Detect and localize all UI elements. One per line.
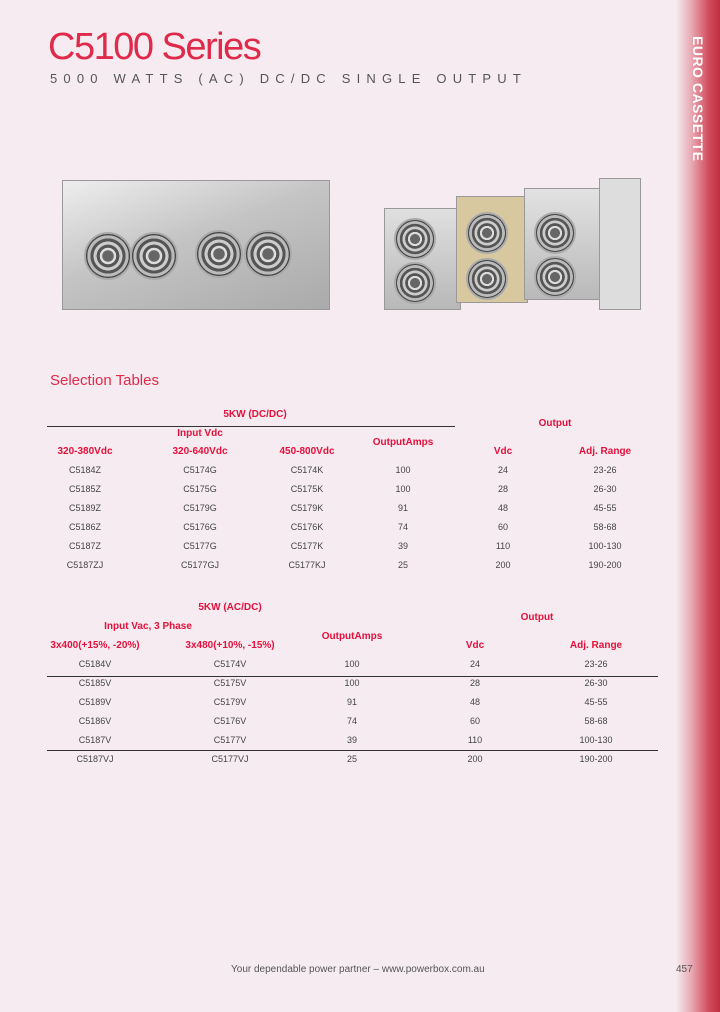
output-label: Output xyxy=(538,418,572,429)
table-cell: C5187V xyxy=(78,735,112,745)
table-cell: C5175G xyxy=(183,484,217,494)
table-cell: C5185V xyxy=(78,678,112,688)
table-cell: 24 xyxy=(469,659,481,669)
table-cell: C5187VJ xyxy=(76,754,114,764)
divider xyxy=(47,750,658,751)
table-cell: 60 xyxy=(497,522,509,532)
table-cell: 91 xyxy=(397,503,409,513)
page-title: C5100 Series xyxy=(48,26,261,68)
table-cell: 60 xyxy=(469,716,481,726)
table-cell: C5186V xyxy=(78,716,112,726)
table-cell: C5187Z xyxy=(68,541,102,551)
column-header: Adj. Range xyxy=(569,640,623,651)
side-label: EURO CASSETTE xyxy=(690,36,706,162)
table-cell: C5174V xyxy=(213,659,247,669)
column-header: 3x480(+10%, -15%) xyxy=(185,640,275,651)
column-header: Vdc xyxy=(465,640,485,651)
table-cell: 190-200 xyxy=(579,754,613,764)
table-cell: C5189Z xyxy=(68,503,102,513)
table-cell: 28 xyxy=(497,484,509,494)
table-cell: 100-130 xyxy=(579,735,613,745)
table-cell: C5175V xyxy=(213,678,247,688)
table-cell: C5187ZJ xyxy=(66,560,104,570)
footer-tagline: Your dependable power partner – www.powerbox.com.au xyxy=(231,964,485,975)
section-title: Selection Tables xyxy=(50,372,159,389)
input-label: Input Vac, 3 Phase xyxy=(104,621,192,632)
table-cell: 200 xyxy=(495,560,511,570)
table-cell: C5174G xyxy=(183,465,217,475)
table-cell: C5177KJ xyxy=(288,560,326,570)
table-cell: 110 xyxy=(495,541,511,551)
table-cell: 110 xyxy=(467,735,483,745)
table-cell: 48 xyxy=(469,697,481,707)
table-cell: 23-26 xyxy=(584,659,608,669)
table-title: 5KW (AC/DC) xyxy=(198,602,262,613)
table-cell: 190-200 xyxy=(588,560,622,570)
table-cell: C5186Z xyxy=(68,522,102,532)
column-header: 3x400(+15%, -20%) xyxy=(50,640,140,651)
output-label: Output xyxy=(520,612,554,623)
table-title: 5KW (DC/DC) xyxy=(223,409,287,420)
table-cell: C5179V xyxy=(213,697,247,707)
table-cell: 100-130 xyxy=(588,541,622,551)
column-header: OutputAmps xyxy=(372,437,434,448)
table-cell: C5177V xyxy=(213,735,247,745)
table-cell: 39 xyxy=(397,541,409,551)
table-cell: 200 xyxy=(467,754,483,764)
table-cell: C5176G xyxy=(183,522,217,532)
table-cell: 25 xyxy=(397,560,409,570)
table-cell: C5177VJ xyxy=(211,754,249,764)
column-header: Vdc xyxy=(493,446,513,457)
divider xyxy=(47,426,455,427)
table-cell: C5177G xyxy=(183,541,217,551)
table-cell: C5185Z xyxy=(68,484,102,494)
column-header: Adj. Range xyxy=(578,446,632,457)
table-cell: 23-26 xyxy=(593,465,617,475)
page-number: 457 xyxy=(676,964,693,975)
column-header: 320-640Vdc xyxy=(172,446,228,457)
table-cell: C5189V xyxy=(78,697,112,707)
table-cell: 100 xyxy=(344,659,360,669)
table-cell: 39 xyxy=(346,735,358,745)
table-cell: C5175K xyxy=(290,484,324,494)
table-cell: 25 xyxy=(346,754,358,764)
table-cell: 100 xyxy=(395,465,411,475)
input-label: Input Vdc xyxy=(177,428,223,439)
table-cell: C5176K xyxy=(290,522,324,532)
table-cell: C5177GJ xyxy=(180,560,220,570)
table-cell: 58-68 xyxy=(593,522,617,532)
divider xyxy=(47,676,658,677)
table-cell: 24 xyxy=(497,465,509,475)
table-cell: 48 xyxy=(497,503,509,513)
table-cell: 26-30 xyxy=(593,484,617,494)
product-photo-cassettes xyxy=(384,178,642,313)
table-cell: 58-68 xyxy=(584,716,608,726)
page-subtitle: 5000 WATTS (AC) DC/DC SINGLE OUTPUT xyxy=(50,71,528,86)
column-header: 450-800Vdc xyxy=(279,446,335,457)
table-cell: C5184V xyxy=(78,659,112,669)
table-cell: C5177K xyxy=(290,541,324,551)
column-header: 320-380Vdc xyxy=(57,446,113,457)
table-cell: 100 xyxy=(344,678,360,688)
table-cell: 100 xyxy=(395,484,411,494)
column-header: OutputAmps xyxy=(321,631,383,642)
table-cell: C5184Z xyxy=(68,465,102,475)
table-cell: 45-55 xyxy=(593,503,617,513)
table-cell: 45-55 xyxy=(584,697,608,707)
table-cell: 74 xyxy=(397,522,409,532)
table-cell: 28 xyxy=(469,678,481,688)
table-cell: C5176V xyxy=(213,716,247,726)
table-cell: 91 xyxy=(346,697,358,707)
table-cell: C5174K xyxy=(290,465,324,475)
table-cell: C5179G xyxy=(183,503,217,513)
table-cell: C5179K xyxy=(290,503,324,513)
product-photo-rack xyxy=(62,180,330,310)
table-cell: 26-30 xyxy=(584,678,608,688)
table-cell: 74 xyxy=(346,716,358,726)
